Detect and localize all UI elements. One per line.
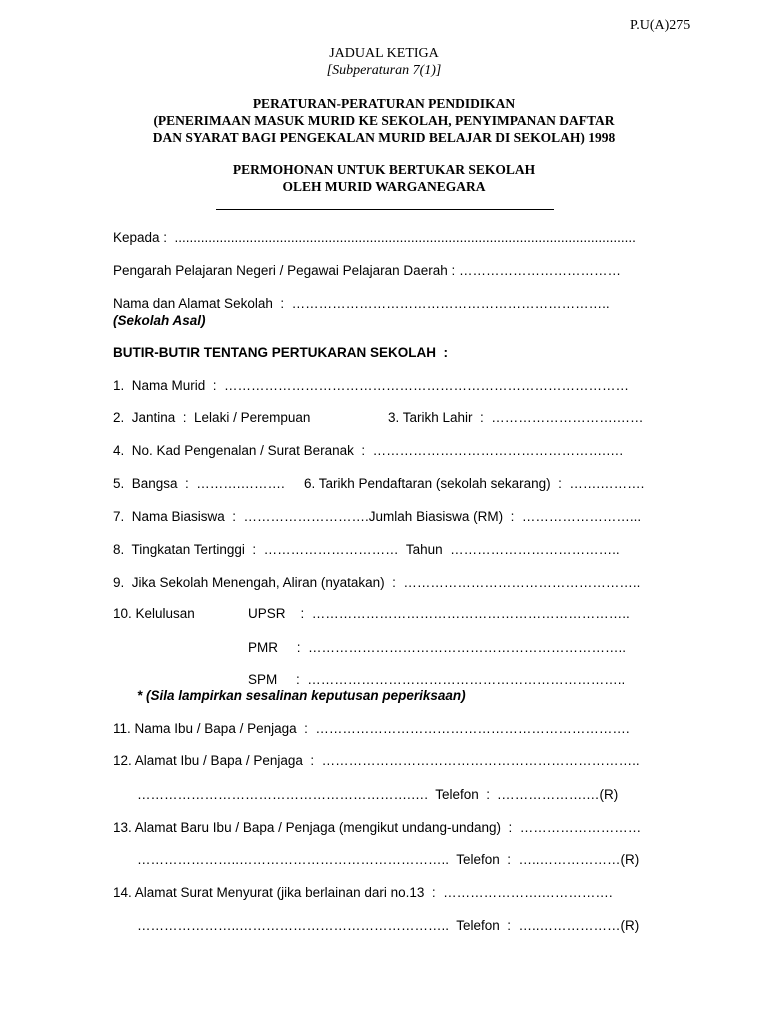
recipient-field: Kepada : ........................................................................................................................... [113,230,636,245]
guardian-name-field: 11. Nama Ibu / Bapa / Penjaga : ……………………………………………………………. [113,721,630,736]
title-divider [216,209,554,210]
spm-field: SPM : …………………………………………………………….. [248,672,626,687]
new-address-field: 13. Alamat Baru Ibu / Bapa / Penjaga (mengikut undang-undang) : ……………………… [113,820,642,835]
guardian-address-field: 12. Alamat Ibu / Bapa / Penjaga : …………………………………………………………….. [113,753,640,768]
pmr-field: PMR : …………………………………………………………….. [248,640,627,655]
director-field: Pengarah Pelajaran Negeri / Pegawai Pelajaran Daerah : ……………………………… [113,263,621,278]
gender-field: 2. Jantina : Lelaki / Perempuan [113,410,311,425]
mailing-address-field: 14. Alamat Surat Menyurat (jika berlainan dari no.13 : ………………….……………. [113,885,613,900]
school-field: Nama dan Alamat Sekolah : …………………………………………………………….. [113,296,610,311]
scholarship-field: 7. Nama Biasiswa : ……………………….Jumlah Biasiswa (RM) : ……………………... [113,509,642,524]
form-title-line-1: PERMOHONAN UNTUK BERTUKAR SEKOLAH [232,162,536,177]
sub-regulation: [Subperaturan 7(1)] [326,63,442,78]
student-name-field: 1. Nama Murid : ……………………………………………………………………………… [113,378,630,393]
stream-field: 9. Jika Sekolah Menengah, Aliran (nyatakan) : …………………………………………….. [113,575,641,590]
schedule-heading: JADUAL KETIGA [329,46,439,61]
qualification-label: 10. Kelulusan [113,606,195,621]
race-field: 5. Bangsa : ……….………. [113,476,285,491]
registration-date-field: 6. Tarikh Pendaftaran (sekolah sekarang) : …….………. [304,476,645,491]
page-reference: P.U(A)275 [630,18,691,33]
document-title-line-2: (PENERIMAAN MASUK MURID KE SEKOLAH, PENYIMPANAN DAFTAR [153,113,615,128]
attachment-note: * (Sila lampirkan sesalinan keputusan peperiksaan) [137,688,466,703]
document-title-line-3: DAN SYARAT BAGI PENGEKALAN MURID BELAJAR DI SEKOLAH) 1998 [152,130,616,145]
birth-date-field: 3. Tarikh Lahir : ……………………….…… [388,410,644,425]
form-title-line-2: OLEH MURID WARGANEGARA [282,179,486,194]
highest-form-field: 8. Tingkatan Tertinggi : ………………………… Tahun ……………………………….. [113,542,620,557]
origin-school-note: (Sekolah Asal) [113,313,206,328]
new-address-phone-line: …………………..……………………………………….. Telefon : …..………………(R) [137,852,640,867]
guardian-phone-line: …………………………………………………….…. Telefon : .……………….…(R) [137,787,619,802]
id-card-field: 4. No. Kad Pengenalan / Surat Beranak : …………………………………………….…. [113,443,624,458]
mailing-address-phone-line: …………………..……………………………………….. Telefon : …..………………(R) [137,918,640,933]
section-title: BUTIR-BUTIR TENTANG PERTUKARAN SEKOLAH : [113,345,448,360]
document-title-line-1: PERATURAN-PERATURAN PENDIDIKAN [252,96,516,111]
upsr-field: UPSR : …………………………………………………………….. [248,606,630,621]
